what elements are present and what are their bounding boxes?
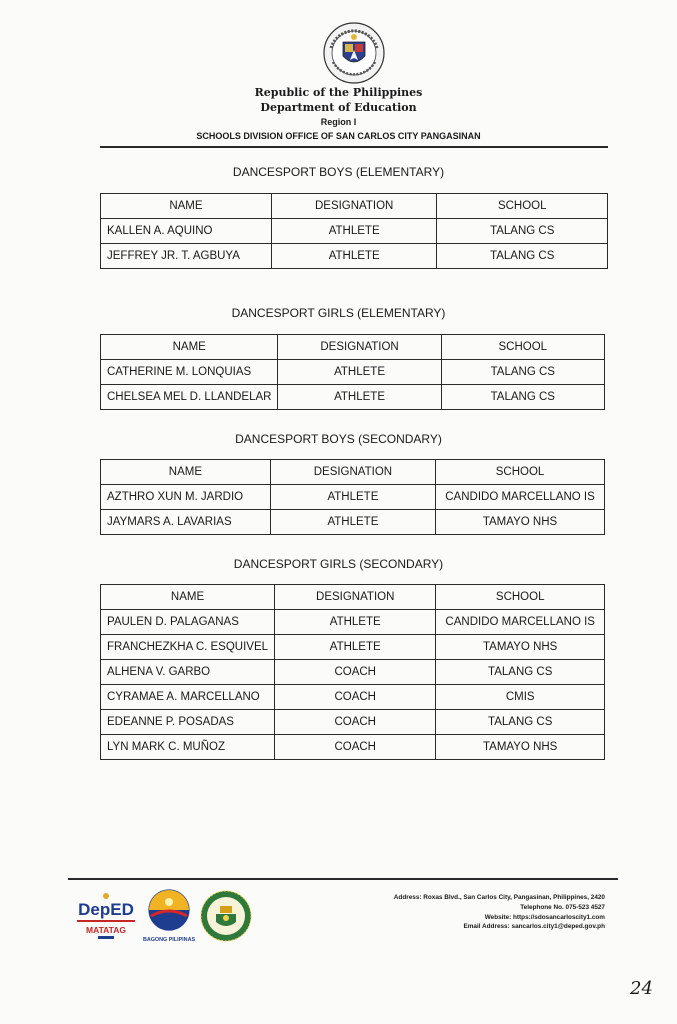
cell-name: JAYMARS A. LAVARIAS: [101, 510, 271, 535]
cell-designation: ATHLETE: [270, 510, 435, 535]
cell-designation: COACH: [275, 660, 436, 685]
column-header-school: SCHOOL: [441, 335, 604, 360]
table-row: [101, 219, 608, 244]
cell-name: KALLEN A. AQUINO: [101, 219, 272, 244]
footer-contact-block: [380, 893, 605, 932]
cell-school: TAMAYO NHS: [436, 635, 605, 660]
column-header-designation: DESIGNATION: [270, 460, 435, 485]
cell-designation: ATHLETE: [275, 610, 436, 635]
cell-school: CMIS: [436, 685, 605, 710]
cell-name: FRANCHEZKHA C. ESQUIVEL: [101, 635, 275, 660]
table-row: [101, 635, 605, 660]
cell-designation: COACH: [275, 685, 436, 710]
header-division-office: SCHOOLS DIVISION OFFICE OF SAN CARLOS CITY PANGASINAN: [196, 131, 481, 141]
section-title-boys-secondary: DANCESPORT BOYS (SECONDARY): [235, 432, 442, 446]
header-department: Department of Education: [260, 101, 417, 114]
table-row: [101, 360, 605, 385]
table-row: [101, 510, 605, 535]
footer-website: Website: https://sdosancarloscity1.com: [484, 913, 605, 921]
deped-seal-logo: [323, 22, 385, 84]
footer-telephone: Telephone No. 075-523 4527: [520, 903, 605, 911]
section-title-boys-elementary: DANCESPORT BOYS (ELEMENTARY): [232, 165, 445, 179]
table-row: [101, 660, 605, 685]
cell-school: TALANG CS: [437, 219, 608, 244]
cell-designation: ATHLETE: [271, 244, 437, 269]
cell-designation: ATHLETE: [271, 219, 437, 244]
cell-name: CHELSEA MEL D. LLANDELAR: [101, 385, 278, 410]
cell-school: TAMAYO NHS: [436, 510, 605, 535]
column-header-name: NAME: [101, 335, 278, 360]
deped-logo-text: DepED: [78, 900, 134, 919]
column-header-school: SCHOOL: [437, 194, 608, 219]
table-row: [101, 485, 605, 510]
table-row: [101, 710, 605, 735]
cell-school: TALANG CS: [436, 660, 605, 685]
footer-email: Email Address: sancarlos.city1@deped.gov.ph: [463, 923, 605, 931]
footer-address: Address: Roxas Blvd., San Carlos City, Pangasinan, Philippines, 2420: [393, 894, 605, 901]
column-header-designation: DESIGNATION: [275, 585, 436, 610]
matatag-logo-text: MATATAG: [86, 925, 126, 935]
cell-name: CYRAMAE A. MARCELLANO: [101, 685, 275, 710]
column-header-name: NAME: [101, 194, 272, 219]
column-header-designation: DESIGNATION: [278, 335, 441, 360]
table-row: [101, 735, 605, 760]
roster-table-girls-secondary: [100, 584, 605, 760]
roster-table-boys-secondary: [100, 459, 605, 535]
deped-matatag-logo: [74, 890, 138, 942]
table-header-row: [101, 335, 605, 360]
header-region: Region I: [320, 117, 357, 127]
table-row: [101, 385, 605, 410]
section-title-girls-elementary: DANCESPORT GIRLS (ELEMENTARY): [231, 306, 446, 320]
cell-name: JEFFREY JR. T. AGBUYA: [101, 244, 272, 269]
footer-divider: [68, 878, 618, 880]
cell-school: TALANG CS: [441, 385, 604, 410]
header-republic: Republic of the Philippines: [254, 86, 423, 99]
page-number: 24: [630, 978, 653, 999]
cell-designation: ATHLETE: [275, 635, 436, 660]
column-header-name: NAME: [101, 585, 275, 610]
roster-table-boys-elementary: [100, 193, 608, 269]
cell-name: AZTHRO XUN M. JARDIO: [101, 485, 271, 510]
cell-school: CANDIDO MARCELLANO IS: [436, 485, 605, 510]
table-row: [101, 244, 608, 269]
cell-name: LYN MARK C. MUÑOZ: [101, 735, 275, 760]
column-header-school: SCHOOL: [436, 585, 605, 610]
column-header-school: SCHOOL: [436, 460, 605, 485]
roster-table-girls-elementary: [100, 334, 605, 410]
table-header-row: [101, 460, 605, 485]
column-header-name: NAME: [101, 460, 271, 485]
cell-name: EDEANNE P. POSADAS: [101, 710, 275, 735]
cell-designation: COACH: [275, 710, 436, 735]
cell-school: TALANG CS: [441, 360, 604, 385]
header-divider: [100, 146, 608, 148]
cell-designation: ATHLETE: [270, 485, 435, 510]
column-header-designation: DESIGNATION: [271, 194, 437, 219]
cell-school: TALANG CS: [436, 710, 605, 735]
bagong-pilipinas-logo: [143, 888, 195, 944]
cell-school: TALANG CS: [437, 244, 608, 269]
table-header-row: [101, 194, 608, 219]
cell-designation: COACH: [275, 735, 436, 760]
section-title-girls-secondary: DANCESPORT GIRLS (SECONDARY): [233, 557, 444, 571]
table-row: [101, 685, 605, 710]
cell-designation: ATHLETE: [278, 360, 441, 385]
table-header-row: [101, 585, 605, 610]
cell-designation: ATHLETE: [278, 385, 441, 410]
cell-name: CATHERINE M. LONQUIAS: [101, 360, 278, 385]
cell-name: ALHENA V. GARBO: [101, 660, 275, 685]
table-row: [101, 610, 605, 635]
cell-school: TAMAYO NHS: [436, 735, 605, 760]
cell-name: PAULEN D. PALAGANAS: [101, 610, 275, 635]
bagong-pilipinas-text: BAGONG PILIPINAS: [143, 937, 195, 943]
sdo-seal-logo: [200, 890, 252, 942]
cell-school: CANDIDO MARCELLANO IS: [436, 610, 605, 635]
